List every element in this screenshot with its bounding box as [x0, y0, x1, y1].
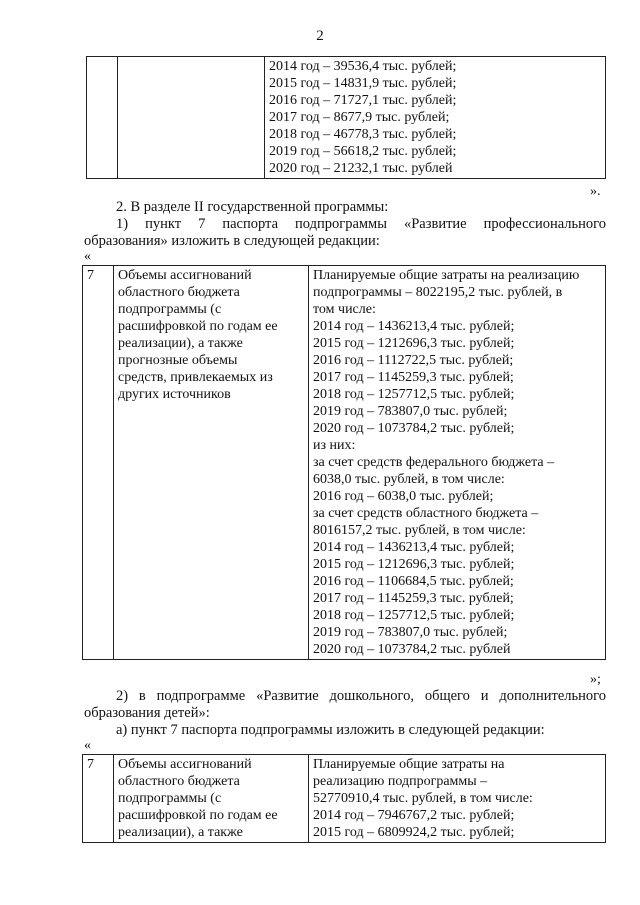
description-line: реализации), а также	[118, 336, 243, 351]
value-cell	[309, 266, 606, 660]
item-2-paragraph-continued: образования детей»:	[84, 705, 210, 721]
value-line: 2018 год – 1257712,5 тыс. рублей;	[313, 387, 515, 402]
opening-quote: «	[84, 249, 91, 264]
description-cell	[114, 755, 309, 843]
value-line: 2019 год – 56618,2 тыс. рублей;	[269, 144, 457, 159]
number-cell: 7	[83, 266, 114, 660]
table-row	[83, 755, 606, 843]
value-line: Планируемые общие затраты на реализацию	[313, 268, 580, 283]
table-row	[83, 266, 606, 660]
top-table	[86, 56, 606, 179]
value-line: 2016 год – 1106684,5 тыс. рублей;	[313, 574, 514, 589]
value-line: 2017 год – 8677,9 тыс. рублей;	[269, 110, 450, 125]
value-line: 2020 год – 1073784,2 тыс. рублей	[313, 642, 511, 657]
description-line: реализации), а также	[118, 825, 243, 840]
value-cell	[309, 755, 606, 843]
item-2-paragraph: 2) в подпрограмме «Развитие дошкольного, общего и дополнительного	[116, 688, 606, 704]
value-line: 2015 год – 6809924,2 тыс. рублей;	[313, 825, 515, 840]
value-line: 52770910,4 тыс. рублей, в том числе:	[313, 791, 533, 806]
description-line: подпрограммы (с	[118, 302, 222, 317]
value-line: 2017 год – 1145259,3 тыс. рублей;	[313, 370, 514, 385]
value-line: 2020 год – 21232,1 тыс. рублей	[269, 161, 453, 176]
description-line: прогнозные объемы	[118, 353, 238, 368]
opening-quote: «	[84, 738, 91, 753]
description-line: расшифровкой по годам ее	[118, 808, 278, 823]
value-line: 2018 год – 1257712,5 тыс. рублей;	[313, 608, 515, 623]
description-line: областного бюджета	[118, 285, 240, 300]
value-line: 2019 год – 783807,0 тыс. рублей;	[313, 625, 508, 640]
value-line: Планируемые общие затраты на	[313, 757, 505, 772]
value-line: 2014 год – 1436213,4 тыс. рублей;	[313, 540, 515, 555]
value-line: 8016157,2 тыс. рублей, в том числе:	[313, 523, 526, 538]
description-line: подпрограммы (с	[118, 791, 222, 806]
value-line: 2015 год – 1212696,3 тыс. рублей;	[313, 557, 515, 572]
value-line: за счет средств федерального бюджета –	[313, 455, 555, 470]
page-number: 2	[316, 28, 324, 44]
value-line: за счет средств областного бюджета –	[313, 506, 539, 521]
description-cell	[118, 57, 265, 179]
item-1-paragraph-continued: образования» изложить в следующей редакции:	[84, 233, 380, 249]
number-cell	[87, 57, 118, 179]
section-2-paragraph: 2. В разделе II государственной программы:	[116, 199, 389, 215]
description-line: областного бюджета	[118, 774, 240, 789]
value-line: 2017 год – 1145259,3 тыс. рублей;	[313, 591, 514, 606]
description-line: средств, привлекаемых из	[118, 370, 273, 385]
number-cell: 7	[83, 755, 114, 843]
value-line: 2020 год – 1073784,2 тыс. рублей;	[313, 421, 515, 436]
closing-quote: ».	[590, 184, 601, 199]
description-line: расшифровкой по годам ее	[118, 319, 278, 334]
table-row	[87, 57, 606, 179]
value-line: 2016 год – 1112722,5 тыс. рублей;	[313, 353, 514, 368]
value-line: том числе:	[313, 302, 376, 317]
value-line: 6038,0 тыс. рублей, в том числе:	[313, 472, 505, 487]
value-cell	[265, 57, 606, 179]
value-line: реализацию подпрограммы –	[313, 774, 488, 789]
item-2a-paragraph: а) пункт 7 паспорта подпрограммы изложить в следующей редакции:	[116, 722, 545, 738]
description-cell	[114, 266, 309, 660]
value-line: 2016 год – 6038,0 тыс. рублей;	[313, 489, 494, 504]
value-line: 2014 год – 7946767,2 тыс. рублей;	[313, 808, 515, 823]
value-line: 2018 год – 46778,3 тыс. рублей;	[269, 127, 457, 142]
item-1-paragraph: 1) пункт 7 паспорта подпрограммы «Развитие профессионального	[116, 216, 606, 232]
value-line: из них:	[313, 438, 356, 453]
subprogram-passport-table	[82, 754, 606, 843]
description-line: Объемы ассигнований	[118, 757, 252, 772]
value-line: 2014 год – 39536,4 тыс. рублей;	[269, 59, 457, 74]
description-line: Объемы ассигнований	[118, 268, 252, 283]
value-line: 2015 год – 14831,9 тыс. рублей;	[269, 76, 457, 91]
closing-quote: »;	[590, 672, 601, 687]
value-line: 2015 год – 1212696,3 тыс. рублей;	[313, 336, 515, 351]
value-line: 2016 год – 71727,1 тыс. рублей;	[269, 93, 457, 108]
value-line: подпрограммы – 8022195,2 тыс. рублей, в	[313, 285, 563, 300]
value-line: 2014 год – 1436213,4 тыс. рублей;	[313, 319, 515, 334]
value-line: 2019 год – 783807,0 тыс. рублей;	[313, 404, 508, 419]
description-line: других источников	[118, 387, 231, 402]
subprogram-passport-table	[82, 265, 606, 660]
